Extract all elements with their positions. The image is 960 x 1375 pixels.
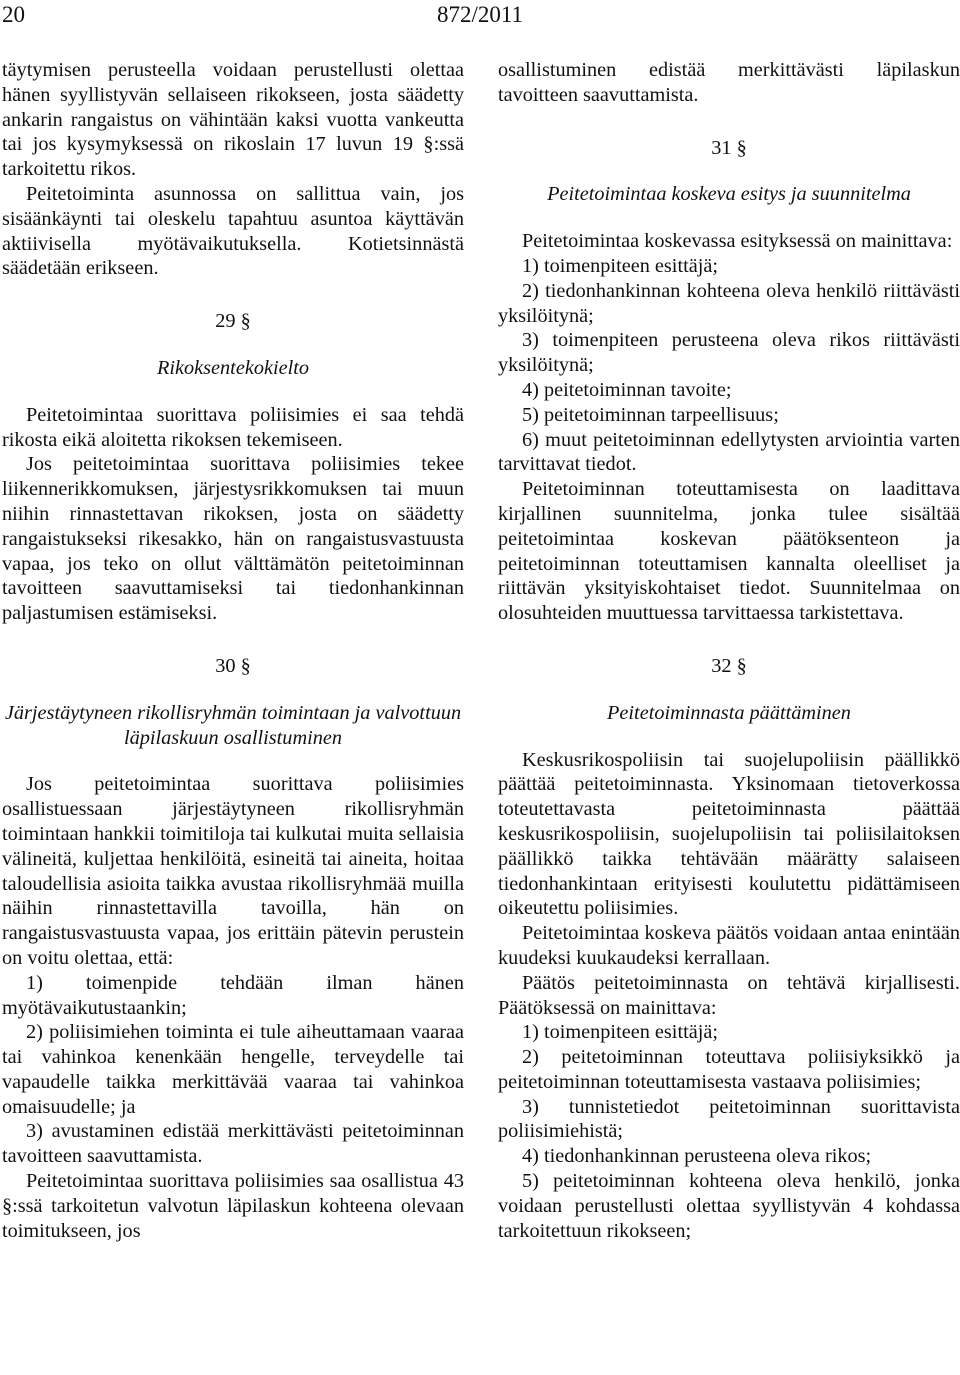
document-reference: 872/2011: [436, 2, 524, 27]
list-item: 2) tiedonhankinnan kohteena oleva henkilö riittävästi yksilöitynä;: [498, 279, 960, 327]
paragraph: Peitetoimintaa suorittava poliisimies saa osallistua 43 §:ssä tarkoitetun valvotun läpilaskun kohteena olevaan toimitukseen, jos: [2, 1170, 464, 1242]
list-item: 3) tunnistetiedot peitetoiminnan suorittavista poliisimiehistä;: [498, 1095, 960, 1143]
list-item: 5) peitetoiminnan tarpeellisuus;: [522, 403, 779, 426]
paragraph: Peitetoimintaa koskeva päätös voidaan antaa enintään kuudeksi kuukaudeksi kerrallaan.: [498, 922, 960, 969]
list-item: 3) toimenpiteen perusteena oleva rikos riittävästi yksilöitynä;: [498, 329, 960, 377]
list-item: 1) toimenpide tehdään ilman hänen myötävaikutustaankin;: [2, 971, 464, 1019]
section-31-title: Peitetoimintaa koskeva esitys ja suunnitelma: [547, 183, 911, 206]
page-number: 20: [2, 2, 25, 27]
left-column: [2, 58, 464, 1243]
section-30-title: Järjestäytyneen rikollisryhmän toimintaan ja valvottuun läpilaskuun osallistuminen: [4, 701, 462, 749]
list-item: 4) peitetoiminnan tavoite;: [522, 378, 732, 401]
section-29-number: 29 §: [215, 310, 251, 333]
section-30-number: 30 §: [215, 654, 251, 677]
paragraph: Päätös peitetoiminnasta on tehtävä kirjallisesti. Päätöksessä on mainittava:: [498, 971, 960, 1019]
page-header: [0, 0, 960, 40]
paragraph: Keskusrikospoliisin tai suojelupoliisin päällikkö päättää peitetoiminnasta. Yksinomaan tietoverkossa toteutettavasta peitetoiminnasta päättää keskusrikospoliisin, suojelupoliisin tai poliisilaitoksen päällikkö taikka tehtävään määrätty salaiseen tiedonhankintaan erityisesti koulutettu pidättämiseen oikeutettu poliisimies.: [498, 748, 960, 920]
paragraph: Peitetoimintaa koskevassa esityksessä on mainittava:: [522, 230, 953, 253]
right-column: [498, 58, 960, 1243]
section-32-title: Peitetoiminnasta päättäminen: [607, 701, 851, 724]
section-29-title: Rikoksentekokielto: [156, 356, 310, 379]
list-item: 1) toimenpiteen esittäjä;: [522, 254, 718, 277]
paragraph: Peitetoimintaa suorittava poliisimies ei saa tehdä rikosta eikä aloitetta rikoksen tekemiseen.: [2, 403, 464, 451]
list-item: 5) peitetoiminnan kohteena oleva henkilö, jonka voidaan perustellusti olettaa syyllistyvän 4 kohdassa tarkoitettuun rikokseen;: [498, 1170, 960, 1242]
list-item: 4) tiedonhankinnan perusteena oleva rikos;: [522, 1145, 872, 1168]
paragraph-continued: täytymisen perusteella voidaan perustellusti olettaa hänen syyllistyvän sellaiseen rikokseen, josta säädetty ankarin rangaistus on vähintään kaksi vuotta vankeutta tai jos kysymyksessä on rikoslain 17 luvun 19 §:ssä tarkoitettu rikos.: [2, 59, 464, 181]
paragraph: Jos peitetoimintaa suorittava poliisimies osallistuessaan järjestäytyneen rikollisryhmän toimintaan hankkii toimitiloja tai kulkutai muita sellaisia välineitä, kuljettaa henkilöitä, esineitä tai aineita, hoitaa taloudellisia asioita taikka avustaa rikollisryhmää muilla näihin rinnastettavilla tavoilla, hän on rangaistusvastuusta vapaa, jos erittäin pätevin perustein on voitu olettaa, että:: [2, 773, 464, 969]
paragraph-continued: osallistuminen edistää merkittävästi läpilaskun tavoitteen saavuttamista.: [498, 59, 960, 106]
list-item: 1) toimenpiteen esittäjä;: [522, 1021, 718, 1044]
paragraph: Jos peitetoimintaa suorittava poliisimies tekee liikennerikkomuksen, järjestysrikkomuksen tai muun niihin rinnastettavan rikoksen, josta on säädetty rangaistukseksi rikesakko, hän on rangaistusvastuusta vapaa, jos teko on ollut välttämätön peitetoiminnan tavoitteen saavuttamiseksi tai tiedonhankinnan paljastumisen estämiseksi.: [2, 453, 464, 625]
section-31-number: 31 §: [711, 136, 747, 159]
list-item: 2) poliisimiehen toiminta ei tule aiheuttamaan vaaraa tai vahinkoa kenenkään hengelle, terveydelle tai vapaudelle taikka merkittävää vaaraa tai vahinkoa omaisuudelle; ja: [2, 1021, 464, 1118]
list-item: 6) muut peitetoiminnan edellytysten arviointia varten tarvittavat tiedot.: [498, 428, 960, 476]
list-item: 2) peitetoiminnan toteuttava poliisiyksikkö ja peitetoiminnan toteuttamisesta vastaava poliisimies;: [498, 1046, 960, 1093]
list-item: 3) avustaminen edistää merkittävästi peitetoiminnan tavoitteen saavuttamista.: [2, 1120, 464, 1168]
section-32-number: 32 §: [711, 654, 747, 677]
paragraph: Peitetoiminnan toteuttamisesta on laadittava kirjallinen suunnitelma, jonka tulee sisältää peitetoimintaa koskevan päätöksenteon ja peitetoiminnan toteuttamisen kannalta oleelliset ja riittävän yksityiskohtaiset tiedot. Suunnitelmaa on olosuhteiden muuttuessa tarvittaessa tarkistettava.: [498, 478, 960, 625]
paragraph: Peitetoiminta asunnossa on sallittua vain, jos sisäänkäynti tai oleskelu tapahtuu asuntoa käyttävän aktiivisella myötävaikutuksella. Kotietsinnästä säädetään erikseen.: [2, 182, 464, 280]
